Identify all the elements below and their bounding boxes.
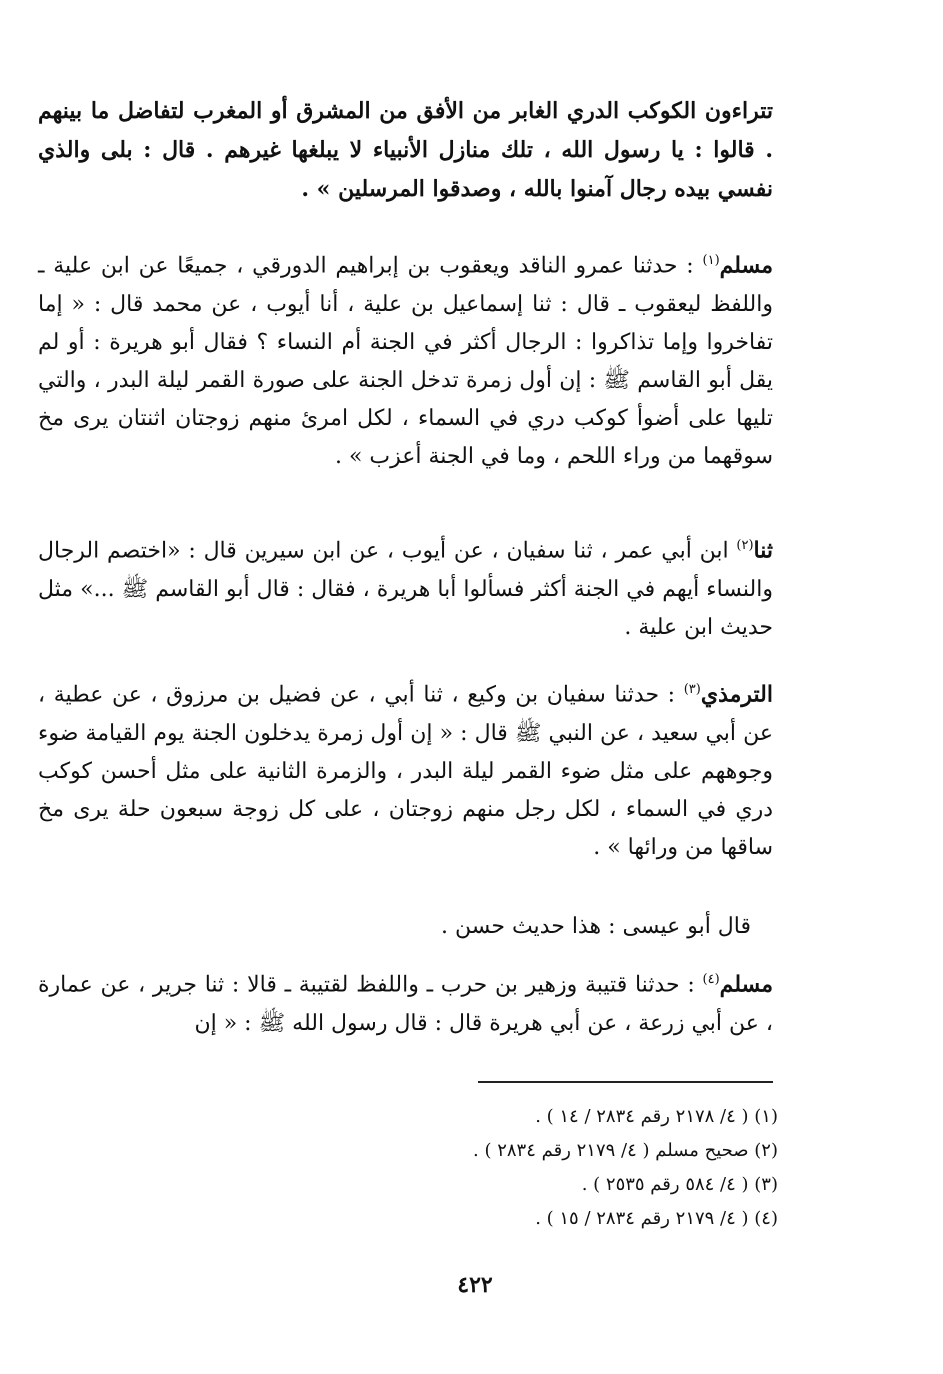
paragraph-text: : حدثنا عمرو الناقد ويعقوب بن إبراهيم الدورقي ، جميعًا عن ابن علية ـ واللفظ ليعقوب ـ قال : ثنا إسماعيل بن علية ، أنا أيوب ، عن محمد قال : « إما تفاخروا وإما تذاكروا : الرجال أكثر في الجنة أم النساء ؟ فقال أبو هريرة : أو لم يقل أبو القاسم ﷺ : إن أول زمرة تدخل الجنة على صورة القمر ليلة البدر ، والتي تليها على أضوأ كوكب دري في السماء ، لكل امرئ منهم زوجتان اثنتان يرى مخ سوقهما من وراء اللحم ، وما في الجنة أعزب » . — [38, 253, 773, 470]
footnote-mark: (١) — [702, 253, 720, 268]
paragraph-lead: الترمذي — [700, 681, 773, 708]
page-number: ٤٢٢ — [457, 1272, 493, 1298]
paragraph-lead: مسلم — [719, 252, 773, 279]
paragraph-tirmidhi — [38, 671, 773, 867]
paragraph-text: تتراءون الكوكب الدري الغابر من الأفق من المشرق أو المغرب لتفاضل ما بينهم . قالوا : يا رسول الله ، تلك منازل الأنبياء لا يبلغها غيرهم . قال : بلى والذي نفسي بيده رجال آمنوا بالله ، وصدقوا المرسلين » . — [38, 98, 773, 203]
paragraph-lead: مسلم — [719, 971, 774, 998]
paragraph-continuation — [38, 92, 773, 210]
paragraph-muslim-1 — [38, 242, 773, 477]
paragraph-abu-isa — [38, 908, 773, 946]
footnote-4: (٤) ( ٤/ ٢١٧٩ رقم ٢٨٣٤ / ١٥ ) . — [535, 1208, 778, 1229]
footnote-2: (٢) صحيح مسلم ( ٤/ ٢١٧٩ رقم ٢٨٣٤ ) . — [473, 1140, 778, 1161]
paragraph-isnad-2 — [38, 527, 773, 647]
footnote-mark: (٤) — [702, 972, 720, 987]
paragraph-text: : حدثنا سفيان بن وكيع ، ثنا أبي ، عن فضيل بن مرزوق ، عن عطية ، عن أبي سعيد ، عن النبي ﷺ قال : « إن أول زمرة يدخلون الجنة يوم القيامة ضوء وجوههم على مثل ضوء القمر ليلة البدر ، والزمرة الثانية على مثل أحسن كوكب دري في السماء ، لكل رجل منهم زوجتان ، على كل زوجة سبعون حلة يرى مخ ساقها من ورائها » . — [38, 682, 773, 861]
footnotes — [300, 1100, 778, 1236]
paragraph-lead: ثنا — [753, 537, 773, 564]
paragraph-text: ابن أبي عمر ، ثنا سفيان ، عن أيوب ، عن ابن سيرين قال : «اختصم الرجال والنساء أيهم في الجنة أكثر فسألوا أبا هريرة ، فقال : قال أبو القاسم ﷺ ...» مثل حديث ابن علية . — [38, 538, 773, 640]
paragraph-text: : حدثنا قتيبة وزهير بن حرب ـ واللفظ لقتيبة ـ قالا : ثنا جرير ، عن عمارة ، عن أبي زرعة ، عن أبي هريرة قال : قال رسول الله ﷺ : « إن — [38, 972, 773, 1036]
footnote-separator — [478, 1081, 773, 1083]
paragraph-text: قال أبو عيسى : هذا حديث حسن . — [441, 914, 751, 939]
footnote-1: (١) ( ٤/ ٢١٧٨ رقم ٢٨٣٤ / ١٤ ) . — [535, 1106, 778, 1127]
footnote-3: (٣) ( ٤/ ٥٨٤ رقم ٢٥٣٥ ) . — [581, 1174, 778, 1195]
footnote-mark: (٣) — [683, 682, 701, 697]
paragraph-muslim-4 — [38, 961, 773, 1043]
footnote-mark: (٢) — [736, 538, 754, 553]
